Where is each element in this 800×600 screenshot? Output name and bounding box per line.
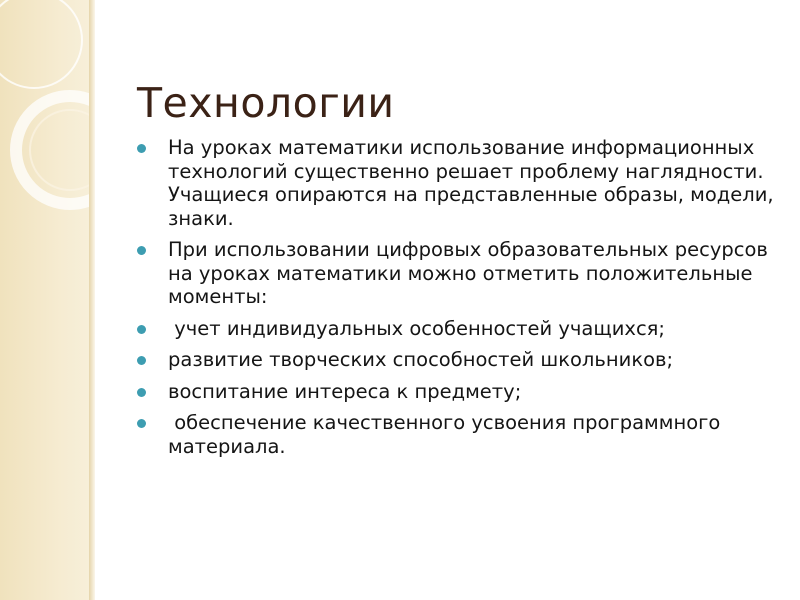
list-item (137, 380, 777, 404)
slide-title: Технологии (137, 79, 395, 128)
bullet-dot-icon (137, 388, 146, 397)
list-item (137, 411, 777, 458)
bullet-text: На уроках математики использование информационных технологий существенно решает проблему наглядности. Учащиеся опираются на представленные образы, модели, знаки. (168, 136, 780, 230)
bullet-text: воспитание интереса к предмету; (168, 379, 522, 403)
bullet-dot-icon (137, 419, 146, 428)
bullet-dot-icon (137, 246, 146, 255)
bullet-text: развитие творческих способностей школьников; (168, 348, 674, 371)
list-item (137, 238, 777, 309)
bullet-text: обеспечение качественного усвоения программного материала. (168, 411, 727, 458)
list-item (137, 136, 780, 230)
side-band-edge (89, 0, 95, 600)
list-item (137, 317, 777, 341)
bullet-text: учет индивидуальных особенностей учащихся; (168, 316, 665, 340)
bullet-list (137, 136, 780, 466)
decorative-circles-icon (0, 0, 89, 600)
bullet-dot-icon (137, 356, 146, 365)
decorative-side-band (0, 0, 89, 600)
bullet-dot-icon (137, 144, 146, 153)
bullet-dot-icon (137, 325, 146, 334)
bullet-text: При использовании цифровых образовательных ресурсов на уроках математики можно отметить положительные моменты: (168, 238, 775, 308)
list-item (137, 348, 777, 372)
